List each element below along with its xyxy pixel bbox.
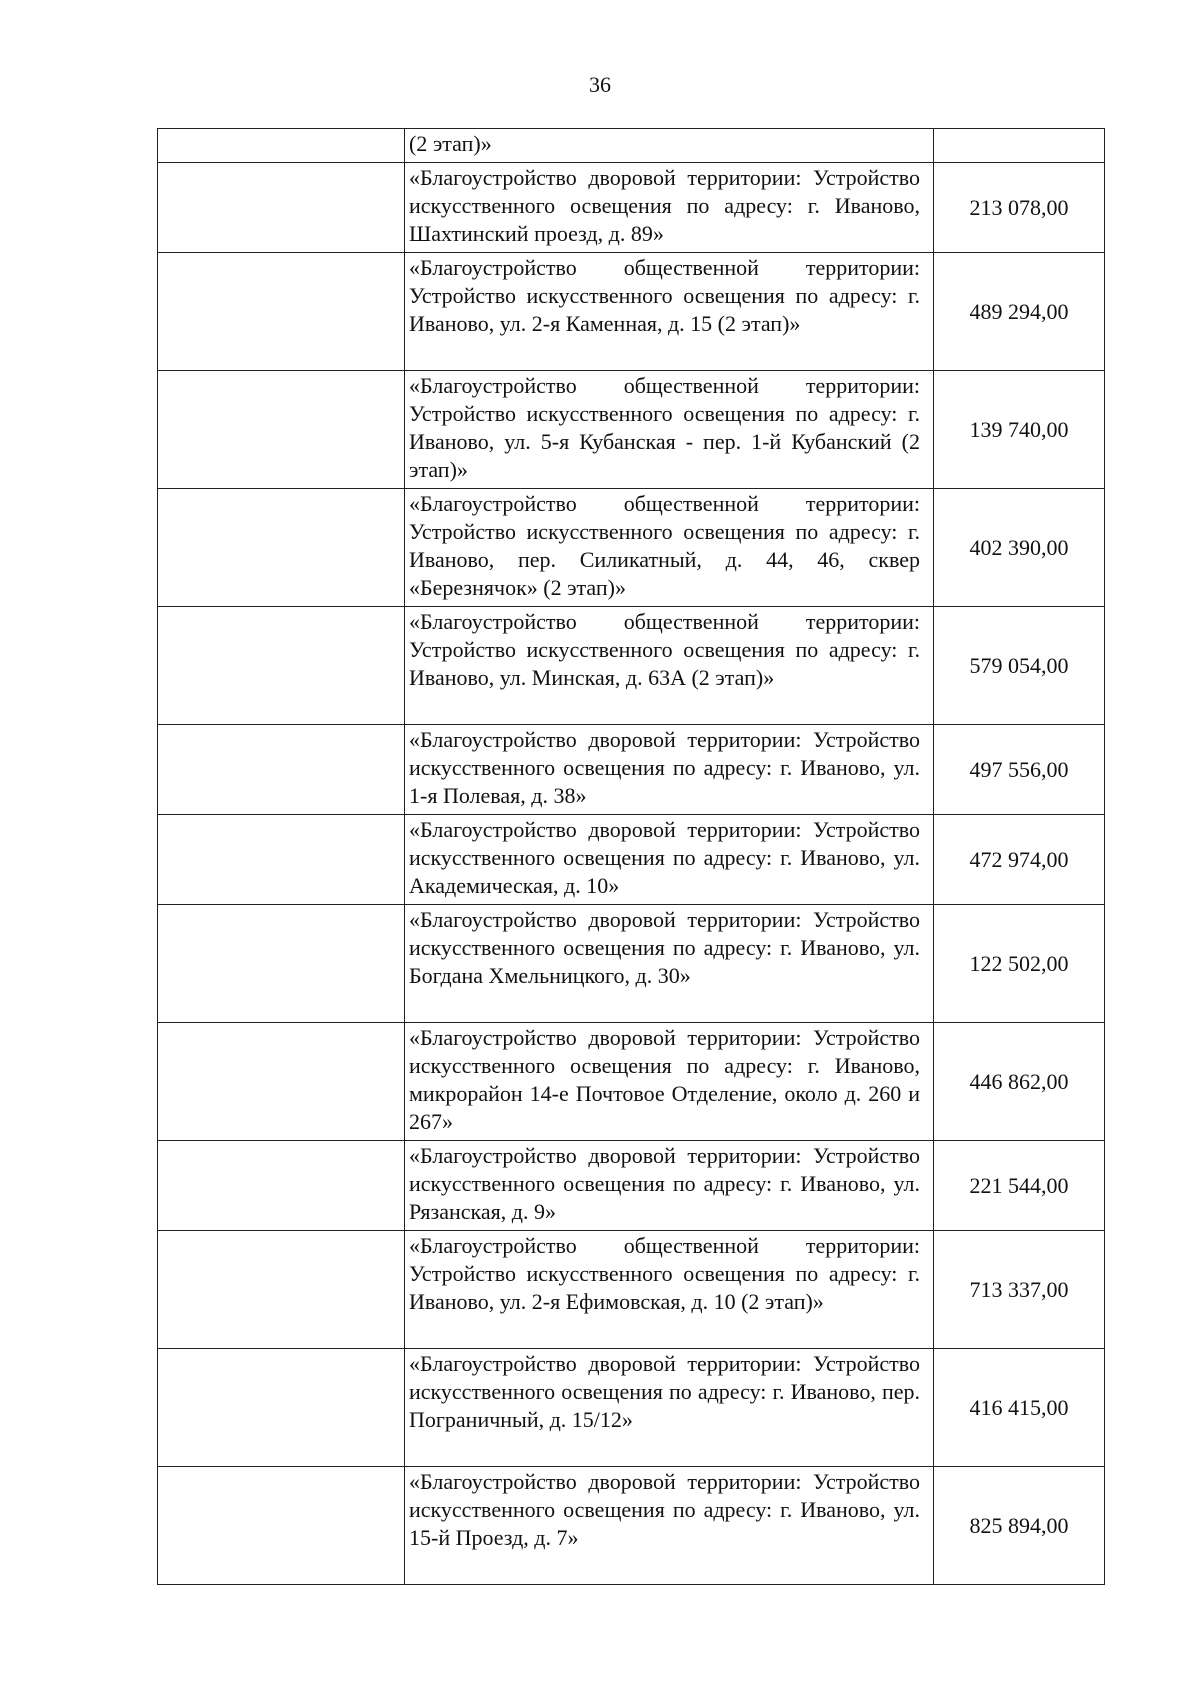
empty-cell <box>158 163 405 253</box>
amount-cell: 213 078,00 <box>934 163 1105 253</box>
empty-cell <box>158 253 405 371</box>
table-row <box>158 1023 1105 1141</box>
table-row <box>158 1467 1105 1585</box>
table-row <box>158 1231 1105 1349</box>
description-cell: «Благоустройство дворовой территории: Устройство искусственного освещения по адресу: г. Иваново, Шахтинский проезд, д. 89» <box>405 163 934 253</box>
empty-cell <box>158 1141 405 1231</box>
table-row <box>158 725 1105 815</box>
description-cell: «Благоустройство дворовой территории: Устройство искусственного освещения по адресу: г. Иваново, ул. 1-я Полевая, д. 38» <box>405 725 934 815</box>
empty-cell <box>158 371 405 489</box>
table-row <box>158 371 1105 489</box>
description-cell: «Благоустройство общественной территории: Устройство искусственного освещения по адресу: г. Иваново, ул. Минская, д. 63А (2 этап)» <box>405 607 934 725</box>
table-row <box>158 489 1105 607</box>
amount-cell: 139 740,00 <box>934 371 1105 489</box>
empty-cell <box>158 1231 405 1349</box>
amount-cell: 221 544,00 <box>934 1141 1105 1231</box>
table-row <box>158 905 1105 1023</box>
description-cell: «Благоустройство дворовой территории: Устройство искусственного освещения по адресу: г. Иваново, ул. Рязанская, д. 9» <box>405 1141 934 1231</box>
empty-cell <box>158 607 405 725</box>
amount-cell: 122 502,00 <box>934 905 1105 1023</box>
description-cell: «Благоустройство общественной территории: Устройство искусственного освещения по адресу: г. Иваново, ул. 5-я Кубанская - пер. 1-й Кубанский (2 этап)» <box>405 371 934 489</box>
empty-cell <box>158 129 405 163</box>
page-number: 36 <box>589 72 611 97</box>
table-row <box>158 607 1105 725</box>
empty-cell <box>158 1467 405 1585</box>
amount-cell: 489 294,00 <box>934 253 1105 371</box>
table-row <box>158 1141 1105 1231</box>
amount-cell: 416 415,00 <box>934 1349 1105 1467</box>
description-cell: «Благоустройство дворовой территории: Устройство искусственного освещения по адресу: г. Иваново, пер. Пограничный, д. 15/12» <box>405 1349 934 1467</box>
amount-cell: 825 894,00 <box>934 1467 1105 1585</box>
description-cell: «Благоустройство дворовой территории: Устройство искусственного освещения по адресу: г. Иваново, ул. 15-й Проезд, д. 7» <box>405 1467 934 1585</box>
table-row <box>158 815 1105 905</box>
table-row <box>158 129 1105 163</box>
description-cell: «Благоустройство общественной территории: Устройство искусственного освещения по адресу: г. Иваново, пер. Силикатный, д. 44, 46, сквер «Березнячок» (2 этап)» <box>405 489 934 607</box>
empty-cell <box>158 1023 405 1141</box>
amount-cell: 402 390,00 <box>934 489 1105 607</box>
budget-table <box>157 128 1105 1585</box>
description-cell: (2 этап)» <box>405 129 934 163</box>
table-row <box>158 163 1105 253</box>
description-cell: «Благоустройство дворовой территории: Устройство искусственного освещения по адресу: г. Иваново, микрорайон 14-е Почтовое Отделение, около д. 260 и 267» <box>405 1023 934 1141</box>
amount-cell: 472 974,00 <box>934 815 1105 905</box>
amount-cell: 713 337,00 <box>934 1231 1105 1349</box>
description-cell: «Благоустройство общественной территории: Устройство искусственного освещения по адресу: г. Иваново, ул. 2-я Каменная, д. 15 (2 этап)» <box>405 253 934 371</box>
description-cell: «Благоустройство дворовой территории: Устройство искусственного освещения по адресу: г. Иваново, ул. Богдана Хмельницкого, д. 30» <box>405 905 934 1023</box>
amount-cell: 579 054,00 <box>934 607 1105 725</box>
table-row <box>158 253 1105 371</box>
empty-cell <box>158 905 405 1023</box>
table-row <box>158 1349 1105 1467</box>
empty-cell <box>158 725 405 815</box>
amount-cell: 446 862,00 <box>934 1023 1105 1141</box>
amount-cell <box>934 129 1105 163</box>
empty-cell <box>158 1349 405 1467</box>
empty-cell <box>158 489 405 607</box>
description-cell: «Благоустройство дворовой территории: Устройство искусственного освещения по адресу: г. Иваново, ул. Академическая, д. 10» <box>405 815 934 905</box>
description-cell: «Благоустройство общественной территории: Устройство искусственного освещения по адресу: г. Иваново, ул. 2-я Ефимовская, д. 10 (2 этап)» <box>405 1231 934 1349</box>
empty-cell <box>158 815 405 905</box>
amount-cell: 497 556,00 <box>934 725 1105 815</box>
